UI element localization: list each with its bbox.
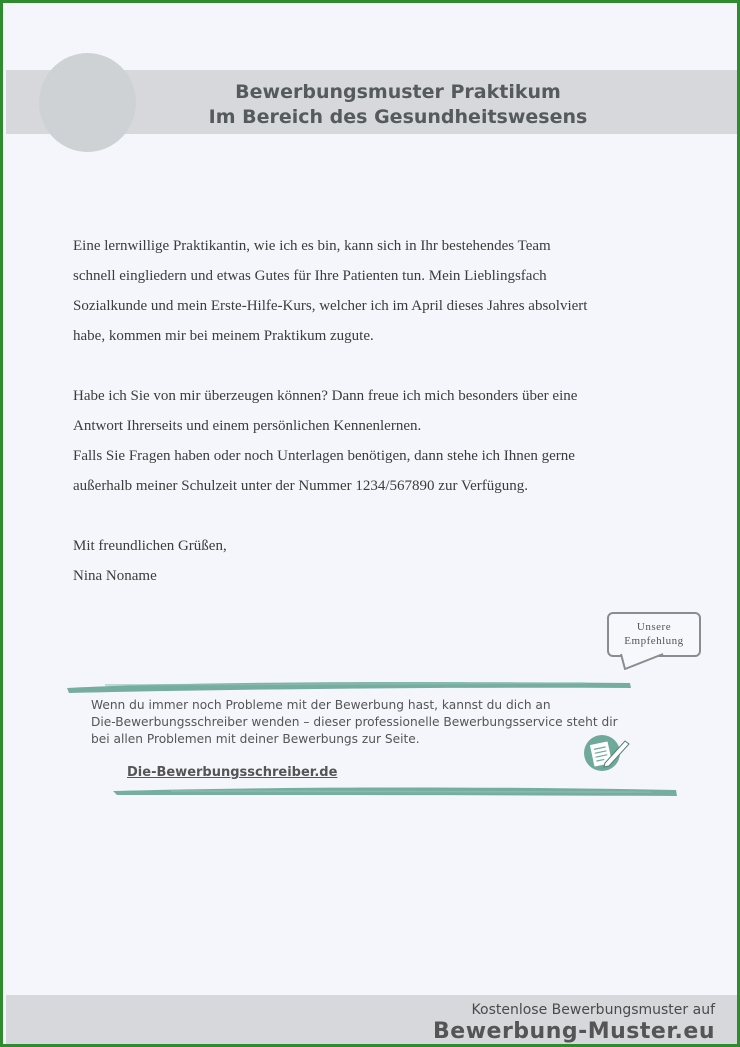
speech-bubble-tail-icon <box>619 653 669 673</box>
title-line-2: Im Bereich des Gesundheitswesens <box>208 106 588 128</box>
brush-stroke-decoration <box>111 783 681 801</box>
bubble-line-2: Empfehlung <box>624 635 684 647</box>
body-line: habe, kommen mir bei meinem Praktikum zugute. <box>73 328 374 344</box>
brush-stroke-decoration <box>65 679 635 695</box>
body-line: außerhalb meiner Schulzeit unter der Nummer 1234/567890 zur Verfügung. <box>73 478 529 494</box>
recommendation-bubble <box>607 612 701 657</box>
promo-line: Wenn du immer noch Probleme mit der Bewerbung hast, kannst du dich an <box>91 698 551 712</box>
promo-line: bei allen Problemen mit deiner Bewerbungs zur Seite. <box>91 732 420 746</box>
letter-body <box>73 231 673 591</box>
header-circle-decoration <box>39 53 136 152</box>
footer-brand[interactable]: Bewerbung-Muster.eu <box>433 1019 715 1044</box>
body-line: schnell eingliedern und etwas Gutes für Ihre Patienten tun. Mein Lieblingsfach <box>73 268 547 284</box>
letter-closing: Mit freundlichen Grüßen, <box>73 538 227 554</box>
letter-signature: Nina Noname <box>73 568 157 584</box>
document-pen-icon <box>583 733 631 773</box>
bewerbungsschreiber-link[interactable]: Die-Bewerbungsschreiber.de <box>127 765 338 780</box>
page-title <box>123 80 673 130</box>
promo-line: Die-Bewerbungsschreiber wenden – dieser professionelle Bewerbungsservice steht dir <box>91 715 618 729</box>
bubble-line-1: Unsere <box>636 621 672 633</box>
body-line: Eine lernwillige Praktikantin, wie ich es bin, kann sich in Ihr bestehendes Team <box>73 238 551 254</box>
footer-tagline: Kostenlose Bewerbungsmuster auf <box>471 1002 715 1018</box>
body-line: Falls Sie Fragen haben oder noch Unterlagen benötigen, dann stehe ich Ihnen gerne <box>73 448 575 464</box>
body-line: Sozialkunde und mein Erste-Hilfe-Kurs, welcher ich im April dieses Jahres absolviert <box>73 298 588 314</box>
title-line-1: Bewerbungsmuster Praktikum <box>235 81 561 103</box>
recommendation-text <box>91 697 651 748</box>
body-line: Habe ich Sie von mir überzeugen können? Dann freue ich mich besonders über eine <box>73 388 578 404</box>
body-line: Antwort Ihrerseits und einem persönlichen Kennenlernen. <box>73 418 422 434</box>
